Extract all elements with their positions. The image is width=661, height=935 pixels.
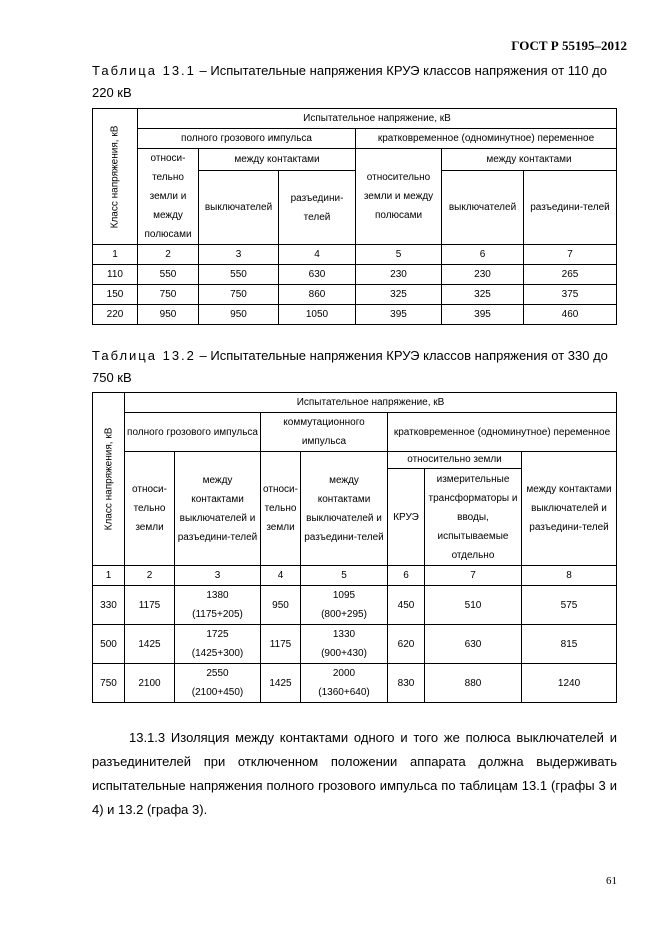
table-cell: 1425 — [125, 625, 175, 664]
table-cell: 815 — [522, 625, 617, 664]
table-cell: 330 — [93, 586, 125, 625]
table1-caption — [92, 60, 617, 104]
table-cell: 230 — [356, 265, 442, 285]
table-cell: 2100 — [125, 664, 175, 703]
cell-breakdown: (800+295) — [321, 609, 367, 620]
cell-breakdown: (1360+640) — [318, 687, 370, 698]
cell-value: 1380 — [206, 590, 229, 601]
table-cell: 220 — [93, 305, 138, 325]
table-cell: 450 — [388, 586, 425, 625]
table2-kruae-header: КРУЭ — [388, 469, 425, 566]
table2-rel-ground-header: относи-тельно земли — [125, 452, 175, 566]
table1-col-number: 5 — [356, 245, 442, 265]
table1-disconnectors-header: разъедини-телей — [279, 171, 356, 245]
table-cell: 500 — [93, 625, 125, 664]
table1-col-number: 2 — [138, 245, 199, 265]
table-cell: 375 — [524, 285, 617, 305]
table-13-2 — [92, 392, 617, 703]
table-cell — [301, 625, 388, 664]
table-cell: 510 — [425, 586, 522, 625]
page-number: 61 — [606, 875, 617, 887]
table-cell: 950 — [261, 586, 301, 625]
table2-between-short-header: между контактами выключателей и разъедини-телей — [522, 452, 617, 566]
table-cell: 830 — [388, 664, 425, 703]
table-row — [93, 265, 617, 285]
table1-rel-ground-header: относи-тельно земли и между полюсами — [138, 149, 199, 245]
table-cell — [175, 625, 261, 664]
table2-caption-text: – Испытательные напряжения КРУЭ классов напряжения от 330 до 750 кВ — [92, 348, 608, 385]
table1-col-number: 6 — [442, 245, 524, 265]
table-cell: 325 — [356, 285, 442, 305]
table1-class-header: Класс напряжения, кВ — [93, 109, 138, 245]
table-cell: 575 — [522, 586, 617, 625]
table-cell: 620 — [388, 625, 425, 664]
table-cell — [301, 664, 388, 703]
table2-full-impulse-header: полного грозового импульса — [125, 413, 261, 452]
table-cell: 265 — [524, 265, 617, 285]
table1-rel-ground-poles-header: относительно земли и между полюсами — [356, 149, 442, 245]
table1-full-impulse-header: полного грозового импульса — [138, 129, 356, 149]
table-row — [93, 285, 617, 305]
table-cell: 860 — [279, 285, 356, 305]
table2-col-number: 1 — [93, 566, 125, 586]
cell-value: 2550 — [206, 668, 229, 679]
table-cell: 460 — [524, 305, 617, 325]
table-cell: 630 — [279, 265, 356, 285]
table-cell — [175, 586, 261, 625]
table1-breakers2-header: выключателей — [442, 171, 524, 245]
table1-between-contacts-header: между контактами — [199, 149, 356, 171]
table2-caption — [92, 345, 617, 389]
table2-col-number: 4 — [261, 566, 301, 586]
cell-value: 2000 — [332, 668, 356, 679]
table1-col-number: 3 — [199, 245, 279, 265]
table-cell: 750 — [199, 285, 279, 305]
cell-breakdown: (1175+205) — [192, 609, 243, 620]
table2-rel-ground3-header: относительно земли — [388, 452, 522, 469]
table-cell: 750 — [93, 664, 125, 703]
table-cell: 550 — [199, 265, 279, 285]
table-cell: 395 — [442, 305, 524, 325]
table-row — [93, 305, 617, 325]
table-cell: 1425 — [261, 664, 301, 703]
table-cell: 550 — [138, 265, 199, 285]
table-cell: 325 — [442, 285, 524, 305]
paragraph-text: 13.1.3 Изоляция между контактами одного и того же полюса выключателей и разъединителей при отключенном положении аппарата должна выдерживать испытательные напряжения полного грозового импульса по таблицам 13.1 (графы 3 и 4) и 13.2 (графа 3). — [92, 730, 617, 817]
table-cell: 950 — [138, 305, 199, 325]
cell-value: 1725 — [206, 629, 229, 640]
table-cell: 395 — [356, 305, 442, 325]
table2-measuring-header: измерительные трансформаторы и вводы, испытываемые отдельно — [425, 469, 522, 566]
table-cell: 150 — [93, 285, 138, 305]
table2-col-number: 7 — [425, 566, 522, 586]
cell-breakdown: (1425+300) — [191, 648, 244, 659]
table1-test-voltage-header: Испытательное напряжение, кВ — [138, 109, 617, 129]
table1-between-contacts2-header: между контактами — [442, 149, 617, 171]
cell-breakdown: (900+430) — [321, 648, 367, 659]
table-cell: 1175 — [261, 625, 301, 664]
table-cell: 1240 — [522, 664, 617, 703]
table-cell: 630 — [425, 625, 522, 664]
paragraph-13-1-3 — [92, 726, 617, 822]
standard-number: ГОСТ Р 55195–2012 — [511, 38, 627, 53]
table-cell: 750 — [138, 285, 199, 305]
table2-caption-prefix: Таблица 13.2 — [92, 348, 196, 363]
table1-col-number: 1 — [93, 245, 138, 265]
table2-test-voltage-header: Испытательное напряжение, кВ — [125, 393, 617, 413]
table2-between-header: между контактами выключателей и разъедини-телей — [175, 452, 261, 566]
table1-col-number: 4 — [279, 245, 356, 265]
table-row — [93, 664, 617, 703]
cell-breakdown: (2100+450) — [191, 687, 244, 698]
table2-col-number: 8 — [522, 566, 617, 586]
table2-col-number: 5 — [301, 566, 388, 586]
table-cell: 880 — [425, 664, 522, 703]
cell-value: 1330 — [332, 629, 356, 640]
table2-switching-impulse-header: коммутационного импульса — [261, 413, 388, 452]
table-cell — [301, 586, 388, 625]
table1-caption-prefix: Таблица 13.1 — [92, 63, 196, 78]
table2-col-number: 2 — [125, 566, 175, 586]
table2-col-number: 6 — [388, 566, 425, 586]
table2-class-header: Класс напряжения, кВ — [93, 393, 125, 566]
table1-col-number: 7 — [524, 245, 617, 265]
table-row — [93, 625, 617, 664]
table1-short-term-header: кратковременное (одноминутное) переменное — [356, 129, 617, 149]
table-row — [93, 586, 617, 625]
table-cell: 950 — [199, 305, 279, 325]
table-cell: 1175 — [125, 586, 175, 625]
table-cell: 230 — [442, 265, 524, 285]
table1-disconnectors2-header: разъедини-телей — [524, 171, 617, 245]
cell-value: 1095 — [332, 590, 356, 601]
table2-between2-header: между контактами выключателей и разъедини-телей — [301, 452, 388, 566]
table1-caption-text: – Испытательные напряжения КРУЭ классов напряжения от 110 до 220 кВ — [92, 63, 607, 100]
table2-short-term-header: кратковременное (одноминутное) переменное — [388, 413, 617, 452]
table-cell — [175, 664, 261, 703]
table-13-1 — [92, 108, 617, 325]
table2-col-number: 3 — [175, 566, 261, 586]
table-cell: 110 — [93, 265, 138, 285]
table-cell: 1050 — [279, 305, 356, 325]
table2-rel-ground2-header: относи-тельно земли — [261, 452, 301, 566]
table1-breakers-header: выключателей — [199, 171, 279, 245]
